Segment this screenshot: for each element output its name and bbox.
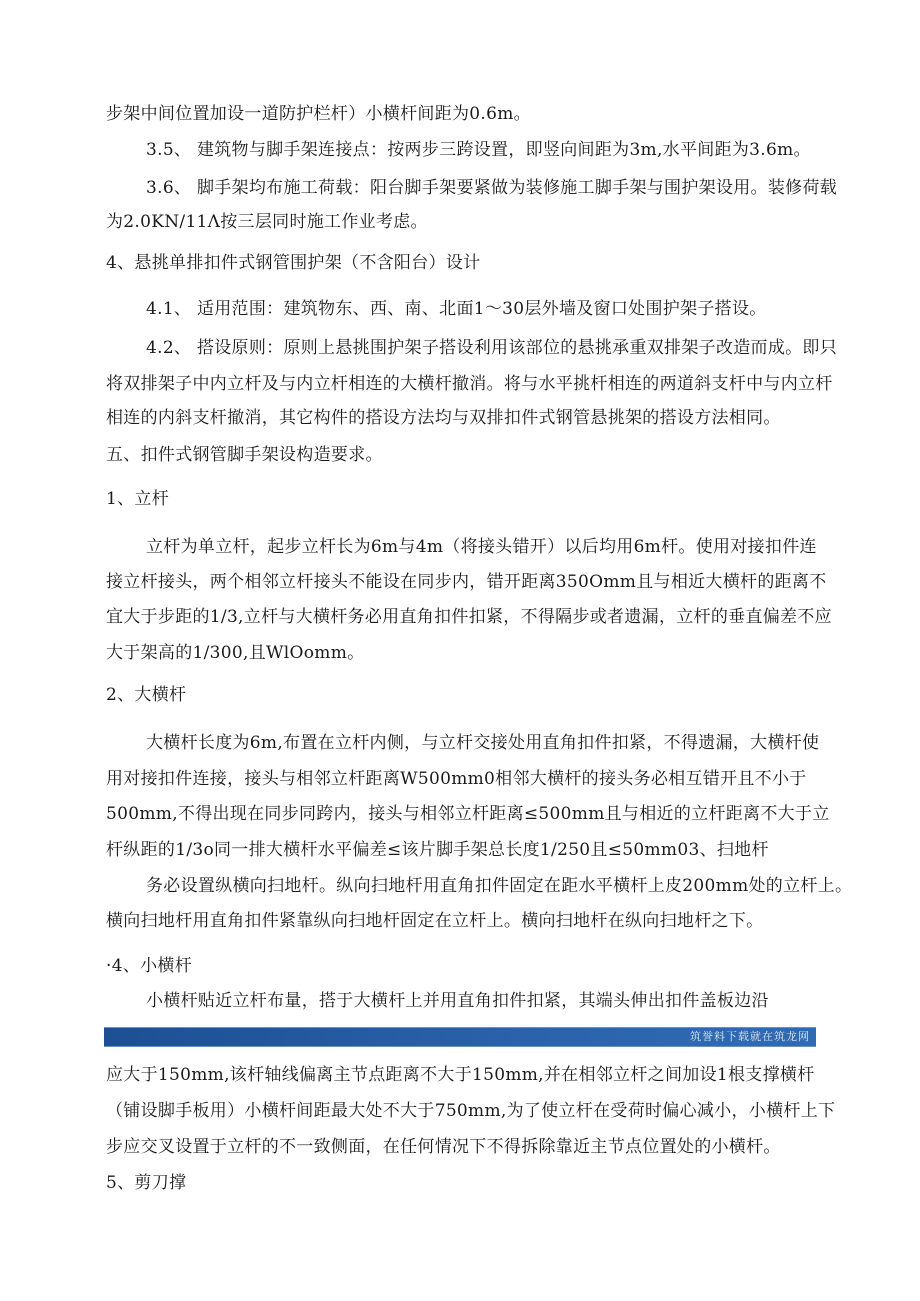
text-line: 务必设置纵横向扫地杆。纵向扫地杆用直角扣件固定在距水平横杆上皮200mm处的立杆上。 xyxy=(146,876,853,896)
text-line: 小横杆贴近立杆布量，搭于大横杆上并用直角扣件扣紧，其端头伸出扣件盖板边沿 xyxy=(146,991,769,1011)
text-line: 横向扫地杆用直角扣件紧靠纵向扫地杆固定在立杆上。横向扫地杆在纵向扫地杆之下。 xyxy=(106,911,764,931)
text-line: （铺设脚手板用）小横杆间距最大处不大于750mm,为了使立杆在受荷时偏心减小，小横杆上下 xyxy=(106,1101,836,1121)
text-line: 将双排架子中内立杆及与内立杆相连的大横杆撤消。将与水平挑杆相连的两道斜支杆中与内立杆 xyxy=(106,374,833,394)
text-line: 相连的内斜支杆撤消，其它构件的搭设方法均与双排扣件式钢管悬挑架的搭设方法相同。 xyxy=(106,408,781,428)
text-line: 500mm,不得出现在同步同跨内，接头与相邻立杆距离≤500mm且与相近的立杆距离不大于立 xyxy=(106,804,830,824)
text-line: 用对接扣件连接，接头与相邻立杆距离W500mm0相邻大横杆的接头务必相互错开且不小于 xyxy=(106,769,807,789)
text-line: 应大于150mm,该杆轴线偏离主节点距离不大于150mm,并在相邻立杆之间加设1根支撑横杆 xyxy=(106,1065,815,1085)
text-line: 4.2、 搭设原则：原则上悬挑围护架子搭设利用该部位的悬挑承重双排架子改造而成。即只 xyxy=(146,338,838,358)
text-line: 杆纵距的1/3o同一排大横杆水平偏差≤该片脚手架总长度1/250且≤50mm03、扫地杆 xyxy=(106,840,769,860)
banner-text: 筑誉料下载就在筑龙网 xyxy=(690,1030,810,1043)
section-heading: 1、立杆 xyxy=(106,489,170,509)
text-line: 3.6、 脚手架均布施工荷载：阳台脚手架要紧做为装修施工脚手架与围护架设用。装修荷载 xyxy=(146,178,838,198)
text-line: 步架中间位置加设一道防护栏杆）小横杆间距为0.6m。 xyxy=(106,104,531,124)
section-heading: 五、扣件式钢管脚手架设构造要求。 xyxy=(106,445,383,465)
section-heading: ·4、小横杆 xyxy=(106,956,193,976)
text-line: 3.5、 建筑物与脚手架连接点：按两步三跨设置，即竖向间距为3m,水平间距为3.6m。 xyxy=(146,140,811,160)
text-line: 4.1、 适用范围：建筑物东、西、南、北面1～30层外墙及窗口处围护架子搭设。 xyxy=(146,299,767,319)
text-line: 为2.0KN/11Λ按三层同时施工作业考虑。 xyxy=(106,212,428,232)
section-heading: 5、剪刀撑 xyxy=(106,1173,187,1193)
text-line: 大横杆长度为6m,布置在立杆内侧，与立杆交接处用直角扣件扣紧，不得遗漏，大横杆使 xyxy=(146,733,820,753)
text-line: 宜大于步距的1/3,立杆与大横杆务必用直角扣件扣紧，不得隔步或者遗漏，立杆的垂直偏差不应 xyxy=(106,607,832,627)
text-line: 立杆为单立杆，起步立杆长为6m与4m（将接头错开）以后均用6m杆。使用对接扣件连 xyxy=(146,537,817,557)
watermark-banner xyxy=(104,1027,816,1047)
section-heading: 2、大横杆 xyxy=(106,685,187,705)
text-line: 步应交叉设置于立杆的不一致侧面，在任何情况下不得拆除靠近主节点位置处的小横杆。 xyxy=(106,1137,781,1157)
text-line: 接立杆接头，两个相邻立杆接头不能设在同步内，错开距离350Omm且与相近大横杆的距离不 xyxy=(106,572,827,592)
text-line: 大于架高的1/300,且WlOomm。 xyxy=(106,643,365,663)
section-heading: 4、悬挑单排扣件式钢管围护架（不含阳台）设计 xyxy=(106,253,481,273)
